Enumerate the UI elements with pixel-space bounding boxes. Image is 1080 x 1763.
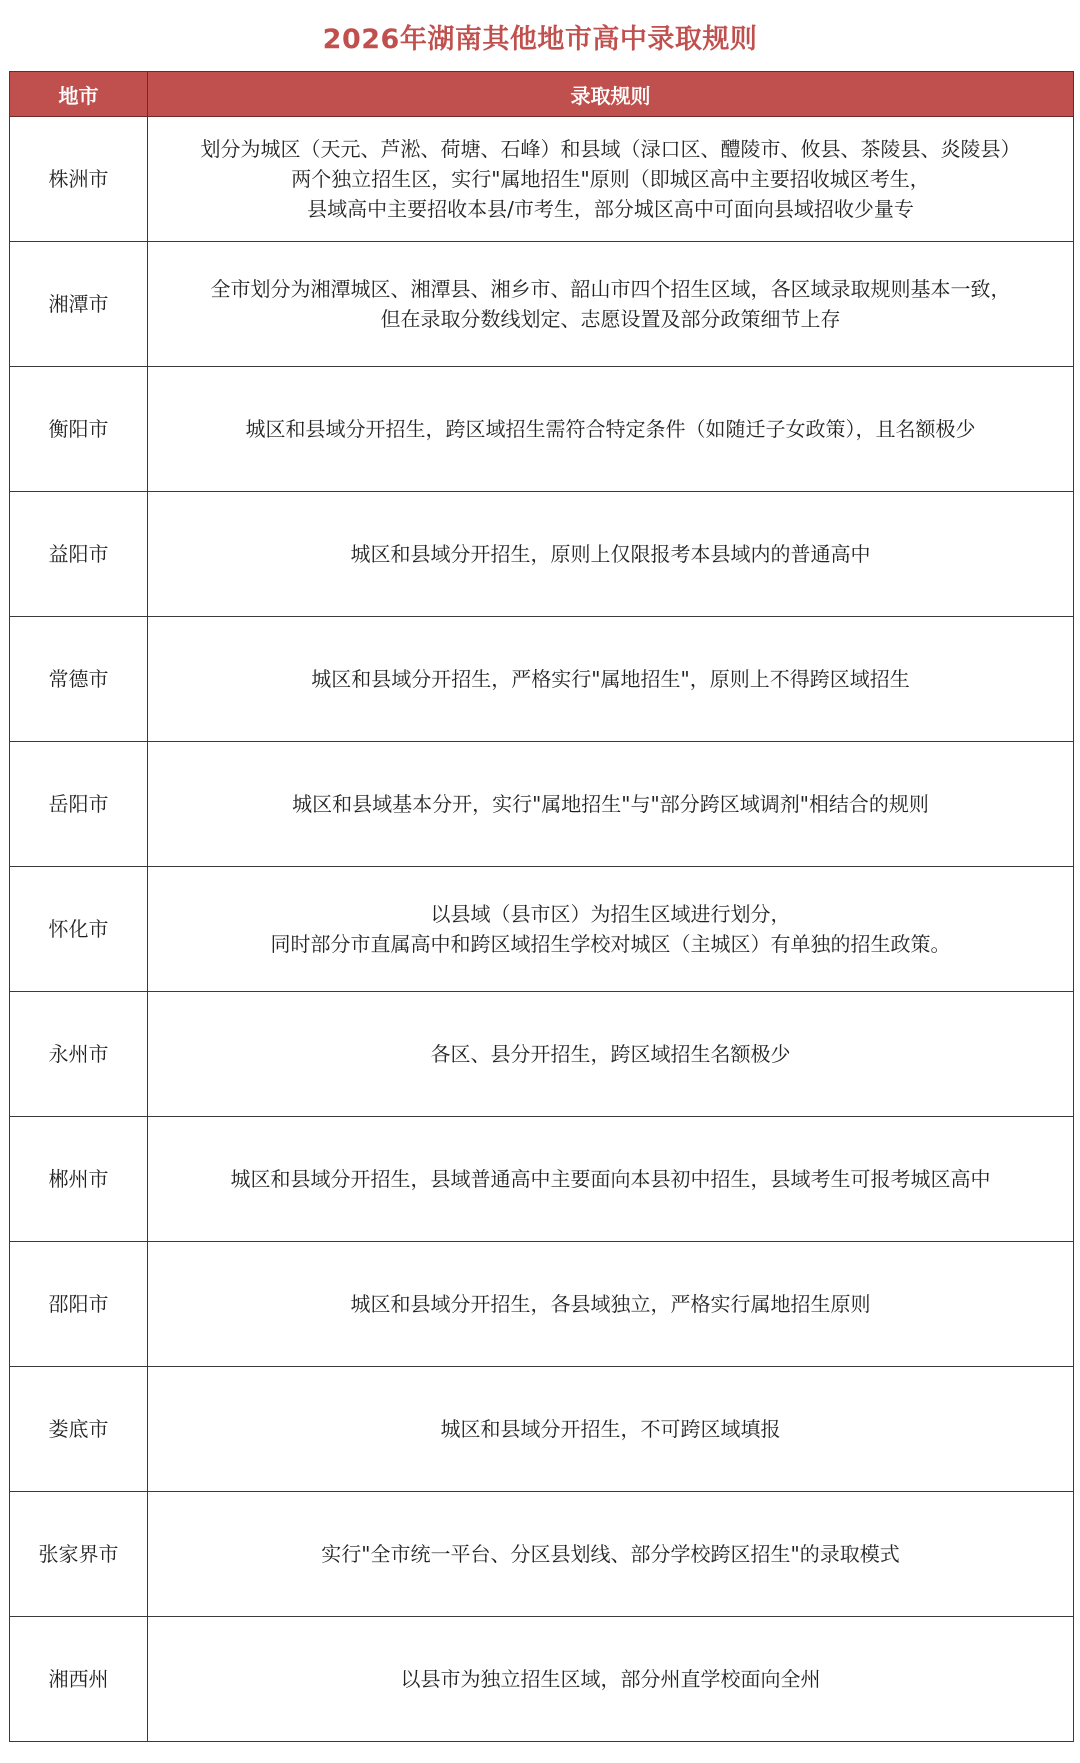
city-cell: 株洲市	[10, 117, 148, 242]
rule-text-line: 城区和县域基本分开，实行"属地招生"与"部分跨区域调剂"相结合的规则	[292, 792, 929, 816]
rule-text-line: 城区和县域分开招生，严格实行"属地招生"，原则上不得跨区域招生	[311, 667, 910, 691]
table-row	[10, 867, 1074, 992]
city-cell: 邵阳市	[10, 1242, 148, 1367]
rule-text-line: 同时部分市直属高中和跨区域招生学校对城区（主城区）有单独的招生政策。	[270, 932, 951, 956]
rule-text-line: 以县域（县市区）为招生区域进行划分，	[430, 902, 791, 926]
rule-text-line: 实行"全市统一平台、分区县划线、部分学校跨区招生"的录取模式	[321, 1542, 900, 1566]
rule-cell	[148, 867, 1074, 992]
city-cell: 张家界市	[10, 1492, 148, 1617]
rule-cell	[148, 617, 1074, 742]
city-cell: 湘潭市	[10, 242, 148, 367]
rule-cell	[148, 242, 1074, 367]
city-cell: 郴州市	[10, 1117, 148, 1242]
header-rule: 录取规则	[148, 72, 1074, 117]
table-row	[10, 617, 1074, 742]
table-row	[10, 1617, 1074, 1742]
table-row	[10, 242, 1074, 367]
rule-text-line: 划分为城区（天元、芦淞、荷塘、石峰）和县域（渌口区、醴陵市、攸县、茶陵县、炎陵县）	[200, 137, 1021, 161]
rule-cell	[148, 1367, 1074, 1492]
rule-cell	[148, 1492, 1074, 1617]
rule-cell	[148, 742, 1074, 867]
table-row	[10, 1117, 1074, 1242]
rule-cell	[148, 1617, 1074, 1742]
rule-text-line: 城区和县域分开招生，县域普通高中主要面向本县初中招生，县域考生可报考城区高中	[230, 1167, 991, 1191]
table-row	[10, 1367, 1074, 1492]
rule-cell	[148, 492, 1074, 617]
city-cell: 岳阳市	[10, 742, 148, 867]
rule-text-line: 城区和县域分开招生，跨区域招生需符合特定条件（如随迁子女政策），且名额极少	[245, 417, 976, 441]
city-cell: 怀化市	[10, 867, 148, 992]
city-cell: 娄底市	[10, 1367, 148, 1492]
city-cell: 衡阳市	[10, 367, 148, 492]
rule-text-line: 以县市为独立招生区域，部分州直学校面向全州	[400, 1667, 821, 1691]
admission-rules-table	[9, 71, 1074, 1742]
rule-cell	[148, 117, 1074, 242]
rule-cell	[148, 1242, 1074, 1367]
rule-text-line: 城区和县域分开招生，原则上仅限报考本县域内的普通高中	[350, 542, 871, 566]
city-cell: 湘西州	[10, 1617, 148, 1742]
rule-cell	[148, 992, 1074, 1117]
rule-text-line: 两个独立招生区，实行"属地招生"原则（即城区高中主要招收城区考生，	[291, 167, 930, 191]
table-row	[10, 992, 1074, 1117]
table-row	[10, 742, 1074, 867]
city-cell: 永州市	[10, 992, 148, 1117]
table-row	[10, 1242, 1074, 1367]
page-title: 2026年湖南其他地市高中录取规则	[322, 24, 758, 55]
rule-text-line: 县域高中主要招收本县/市考生，部分城区高中可面向县域招收少量专	[307, 197, 914, 221]
header-row	[10, 72, 1074, 117]
rule-cell	[148, 1117, 1074, 1242]
city-cell: 益阳市	[10, 492, 148, 617]
table-row	[10, 1492, 1074, 1617]
table-row	[10, 367, 1074, 492]
rule-text-line: 城区和县域分开招生，不可跨区域填报	[440, 1417, 781, 1441]
header-city: 地市	[10, 72, 148, 117]
rule-text-line: 各区、县分开招生，跨区域招生名额极少	[430, 1042, 791, 1066]
city-cell: 常德市	[10, 617, 148, 742]
table-header	[10, 72, 1074, 117]
rule-cell	[148, 367, 1074, 492]
rule-text-line: 但在录取分数线划定、志愿设置及部分政策细节上存	[380, 307, 841, 331]
table-body	[10, 117, 1074, 1742]
rule-text-line: 城区和县域分开招生，各县域独立，严格实行属地招生原则	[350, 1292, 871, 1316]
table-row	[10, 117, 1074, 242]
table-row	[10, 492, 1074, 617]
rule-text-line: 全市划分为湘潭城区、湘潭县、湘乡市、韶山市四个招生区域，各区域录取规则基本一致，	[210, 277, 1011, 301]
